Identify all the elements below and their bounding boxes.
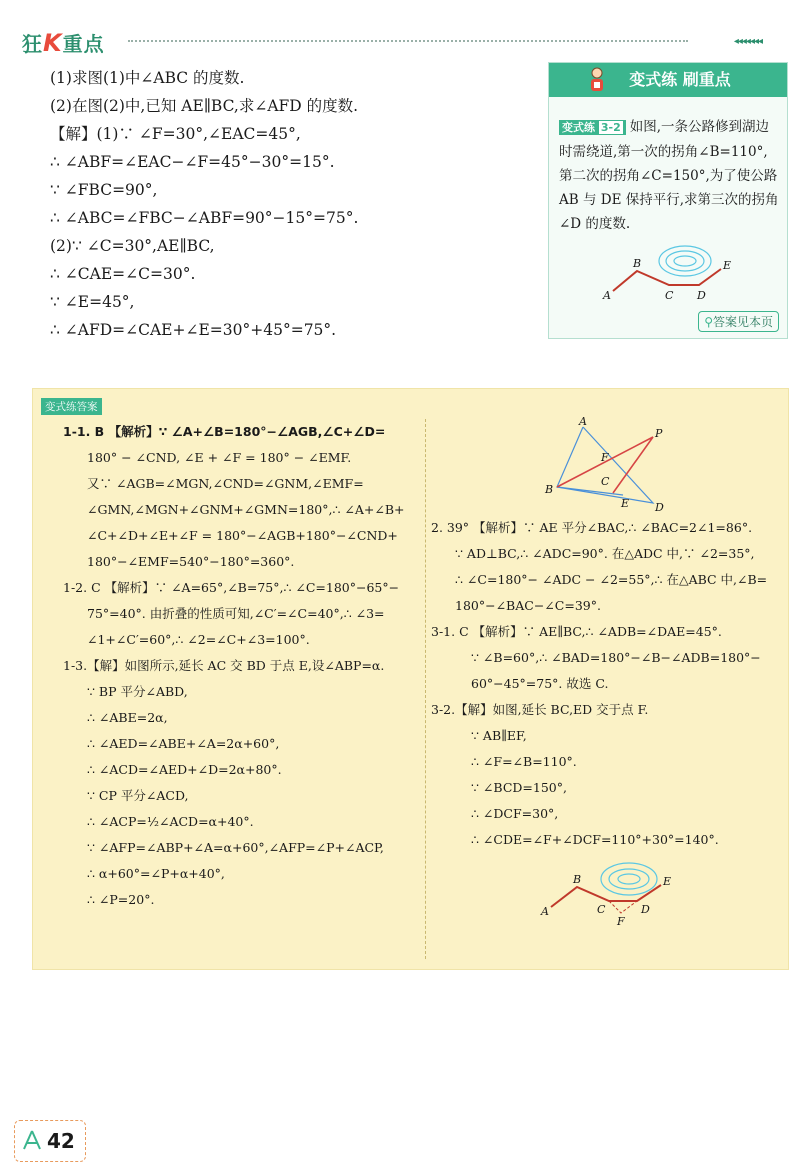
answer-road-figure [537,857,687,929]
figure-label: D [697,289,706,302]
answer-line: ∠1+∠C′=60°,∴ ∠2=∠C+∠3=100°. [87,632,310,647]
answer-line: 60°−45°=75°. 故选 C. [471,676,609,691]
answer-line: ∴ ∠DCF=30°, [471,806,559,821]
header-arrows-icon: ◂◂◂◂◂◂◂ [733,36,762,47]
key-icon: ⚲ [704,315,713,329]
triangle-blue-lines [557,427,653,503]
answer-line: ∵ ∠BCD=150°, [471,780,567,795]
answer-link[interactable] [698,311,779,332]
student-icon [585,66,609,94]
answer-line: ∴ ∠ACP=½∠ACD=α+40°. [87,814,254,829]
logo-k: K [43,29,63,57]
figure-label: F [617,915,625,928]
triangle-blue-line [557,487,623,495]
solution-line: ∴ ∠CAE=∠C=30°. [50,265,196,283]
answer-line: ∴ ∠ACD=∠AED+∠D=2α+80°. [87,762,282,777]
main-solution [50,64,530,344]
answer-line: 1-3.【解】如图所示,延长 AC 交 BD 于点 E,设∠ABP=α. [63,658,385,673]
page-number-text: 42 [47,1129,75,1153]
solution-line: 【解】(1)∵ ∠F=30°,∠EAC=45°, [50,125,301,143]
page-number [14,1120,86,1162]
extension-lines [609,901,637,913]
practice-problem [559,115,781,236]
answer-line: ∠C+∠D+∠E+∠F = 180°−∠AGB+180°−∠CND+ [87,528,398,543]
header-dotted-rule [128,40,688,42]
answer-line: 180°−∠EMF=540°−180°=360°. [87,554,295,569]
answers-right-column [431,515,786,853]
answer-link-text: 答案见本页 [712,315,773,329]
practice-tag-label: 变式练 [562,121,595,134]
brand-logo [22,28,105,57]
logo-text-main: 狂 [22,32,43,56]
figure-label: A [579,415,587,428]
answer-line: ∴ ∠C=180°− ∠ADC − ∠2=55°,∴ 在△ABC 中,∠B= [455,572,768,587]
answer-line: 3-2.【解】如图,延长 BC,ED 交于点 F. [431,702,649,717]
practice-tag [559,120,626,135]
triangle-figure [535,415,685,515]
answer-panel-title-text: 变式练答案 [45,401,98,413]
answer-line: ∴ ∠F=∠B=110°. [471,754,577,769]
solution-line: ∵ ∠FBC=90°, [50,181,158,199]
solution-line: (1)求图(1)中∠ABC 的度数. [50,69,245,87]
figure-label: C [597,903,606,916]
answer-line: 180°−∠BAC−∠C=39°. [455,598,601,613]
answer-line: ∴ ∠ABE=2α, [87,710,168,725]
solution-line: ∵ ∠E=45°, [50,293,135,311]
practice-text: 如图,一条公路修到湖边时需绕道,第一次的拐角∠B=110°,第二次的拐角∠C=150°,为了使公路 AB 与 DE 保持平行,求第三次的拐角∠D 的度数. [559,119,779,232]
lake-icon [601,863,657,895]
answer-line: ∴ ∠AED=∠ABE+∠A=2α+60°, [87,736,280,751]
figure-label: B [573,873,582,886]
answer-line: 75°=40°. 由折叠的性质可知,∠C′=∠C=40°,∴ ∠3= [87,606,385,621]
answer-line: ∴ ∠P=20°. [87,892,155,907]
answer-line: ∴ α+60°=∠P+α+40°, [87,866,225,881]
answer-line: 1-1. B 【解析】∵ ∠A+∠B=180°−∠AGB,∠C+∠D= [63,424,386,439]
practice-box [548,62,788,339]
figure-label: A [541,905,549,918]
answer-panel [32,388,789,970]
answer-line: ∵ ∠B=60°,∴ ∠BAD=180°−∠B−∠ADB=180°− [471,650,761,665]
figure-label: F [601,451,609,464]
road-lake-figure [599,239,739,305]
figure-label: C [665,289,674,302]
answer-line: ∵ AD⊥BC,∴ ∠ADC=90°. 在△ADC 中,∵ ∠2=35°, [455,546,755,561]
figure-label: B [545,483,554,496]
answer-line: 180° − ∠CND, ∠E + ∠F = 180° − ∠EMF. [87,450,352,465]
solution-line: (2)在图(2)中,已知 AE∥BC,求∠AFD 的度数. [50,97,359,115]
answer-line: 又∵ ∠AGB=∠MGN,∠CND=∠GNM,∠EMF= [87,476,364,491]
practice-tag-number: 3-2 [600,121,621,134]
figure-label: E [663,875,672,888]
figure-label: C [601,475,610,488]
figure-label: D [655,501,664,514]
solution-line: ∴ ∠ABC=∠FBC−∠ABF=90°−15°=75°. [50,209,359,227]
answer-line: ∵ AB∥EF, [471,728,527,743]
solution-line: (2)∵ ∠C=30°,AE∥BC, [50,237,215,255]
answer-line: ∵ CP 平分∠ACD, [87,788,189,803]
answer-line: ∠GMN,∠MGN+∠GNM+∠GMN=180°,∴ ∠A+∠B+ [87,502,405,517]
answer-line: 3-1. C 【解析】∵ AE∥BC,∴ ∠ADB=∠DAE=45°. [431,624,722,639]
lake-icon [659,246,711,276]
figure-label: B [633,257,642,270]
practice-title [549,63,787,97]
answer-line: 1-2. C 【解析】∵ ∠A=65°,∠B=75°,∴ ∠C=180°−65°− [63,580,400,595]
practice-title-text: 变式练 刷重点 [629,70,731,89]
solution-line: ∴ ∠ABF=∠EAC−∠F=45°−30°=15°. [50,153,335,171]
solution-line: ∴ ∠AFD=∠CAE+∠E=30°+45°=75°. [50,321,337,339]
figure-label: E [621,497,630,510]
figure-label: A [603,289,611,302]
answer-line: ∴ ∠CDE=∠F+∠DCF=110°+30°=140°. [471,832,719,847]
answer-line: ∵ ∠AFP=∠ABP+∠A=α+60°,∠AFP=∠P+∠ACP, [87,840,384,855]
answer-line: 2. 39° 【解析】∵ AE 平分∠BAC,∴ ∠BAC=2∠1=86°. [431,520,753,535]
answers-left-column [63,419,423,913]
figure-label: D [641,903,650,916]
figure-label: E [723,259,732,272]
answer-panel-title [41,398,102,415]
compass-ruler-icon [21,1129,43,1151]
figure-label: P [655,427,663,440]
column-divider [425,419,426,959]
logo-text-tail: 重点 [62,32,105,56]
answer-line: ∵ BP 平分∠ABD, [87,684,188,699]
